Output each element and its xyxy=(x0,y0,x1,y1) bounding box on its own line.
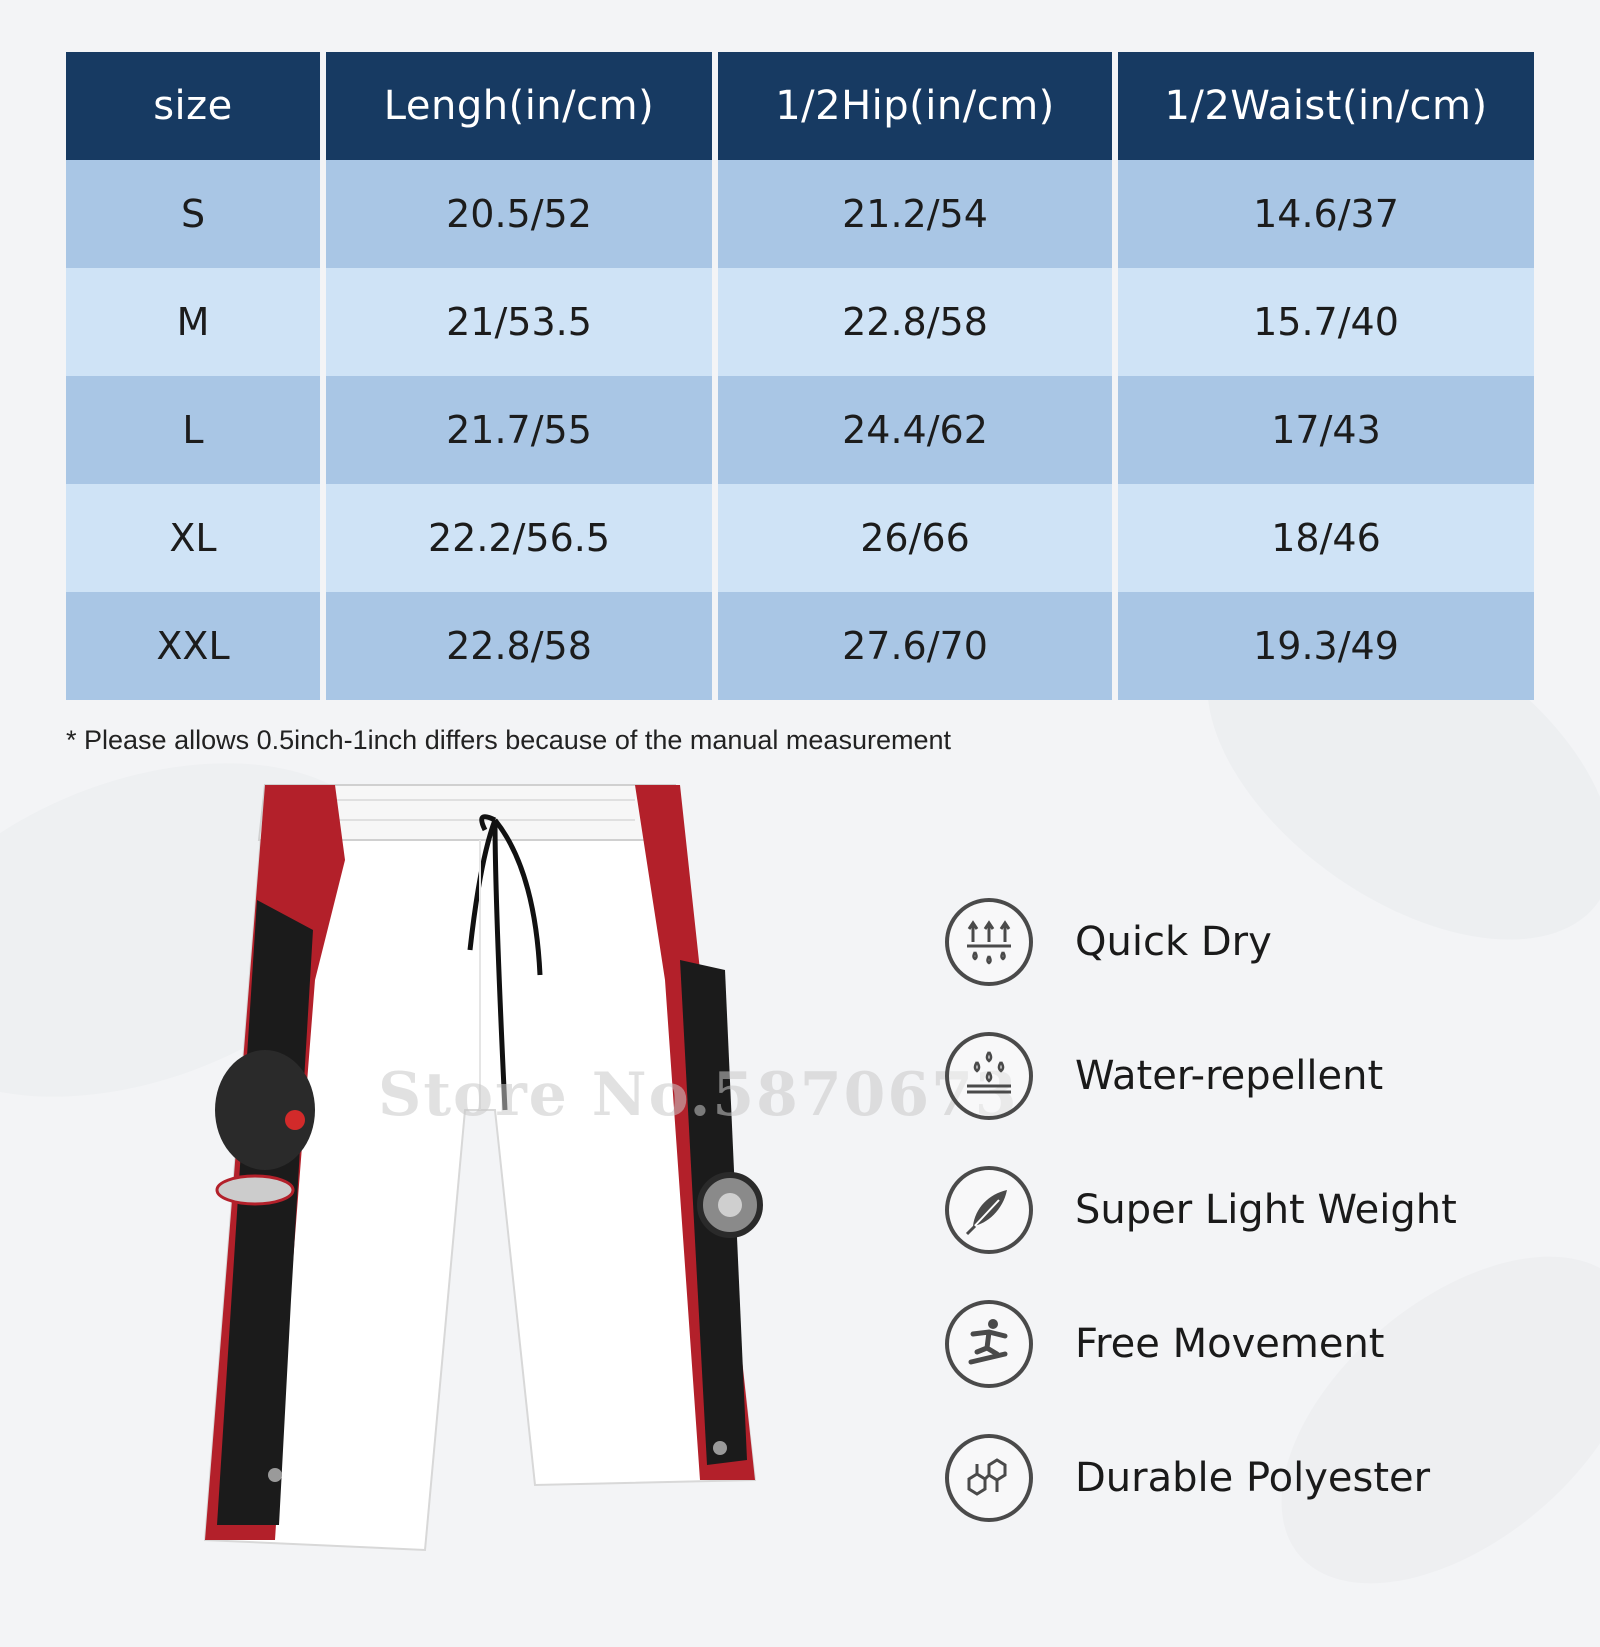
length-cell: 22.2/56.5 xyxy=(326,484,718,592)
store-watermark: Store No.5870673 xyxy=(378,1060,1019,1130)
water-repellent-icon xyxy=(945,1032,1033,1120)
board-shorts-image xyxy=(195,780,775,1580)
header-size: size xyxy=(66,52,326,160)
header-length: Lengh(in/cm) xyxy=(326,52,718,160)
polyester-molecule-icon xyxy=(945,1434,1033,1522)
waist-cell: 14.6/37 xyxy=(1118,160,1534,268)
waist-cell: 17/43 xyxy=(1118,376,1534,484)
table-row xyxy=(66,160,1534,268)
length-cell: 21/53.5 xyxy=(326,268,718,376)
length-cell: 22.8/58 xyxy=(326,592,718,700)
feature-label: Water-repellent xyxy=(1075,1053,1384,1099)
size-cell: S xyxy=(66,160,326,268)
table-row xyxy=(66,592,1534,700)
hip-cell: 21.2/54 xyxy=(718,160,1118,268)
waist-cell: 18/46 xyxy=(1118,484,1534,592)
waist-cell: 19.3/49 xyxy=(1118,592,1534,700)
feather-icon xyxy=(945,1166,1033,1254)
length-cell: 20.5/52 xyxy=(326,160,718,268)
length-cell: 21.7/55 xyxy=(326,376,718,484)
measurement-note: * Please allows 0.5inch-1inch differs because of the manual measurement xyxy=(66,725,952,755)
hip-cell: 24.4/62 xyxy=(718,376,1118,484)
size-cell: XXL xyxy=(66,592,326,700)
feature-list xyxy=(945,875,1565,1545)
feature-item xyxy=(945,1411,1565,1545)
header-half-hip: 1/2Hip(in/cm) xyxy=(718,52,1118,160)
feature-label: Free Movement xyxy=(1075,1321,1385,1367)
feature-item xyxy=(945,875,1565,1009)
hip-cell: 22.8/58 xyxy=(718,268,1118,376)
hip-cell: 27.6/70 xyxy=(718,592,1118,700)
feature-label: Super Light Weight xyxy=(1075,1187,1457,1233)
table-row xyxy=(66,268,1534,376)
table-row xyxy=(66,484,1534,592)
skater-icon xyxy=(945,1300,1033,1388)
feature-item xyxy=(945,1277,1565,1411)
size-chart-header-row xyxy=(66,52,1534,160)
quick-dry-icon xyxy=(945,898,1033,986)
feature-label: Durable Polyester xyxy=(1075,1455,1431,1501)
waist-cell: 15.7/40 xyxy=(1118,268,1534,376)
hip-cell: 26/66 xyxy=(718,484,1118,592)
size-cell: XL xyxy=(66,484,326,592)
size-chart-table xyxy=(66,52,1534,700)
table-row xyxy=(66,376,1534,484)
size-cell: L xyxy=(66,376,326,484)
feature-label: Quick Dry xyxy=(1075,919,1272,965)
header-half-waist: 1/2Waist(in/cm) xyxy=(1118,52,1534,160)
feature-item xyxy=(945,1143,1565,1277)
size-cell: M xyxy=(66,268,326,376)
feature-item xyxy=(945,1009,1565,1143)
